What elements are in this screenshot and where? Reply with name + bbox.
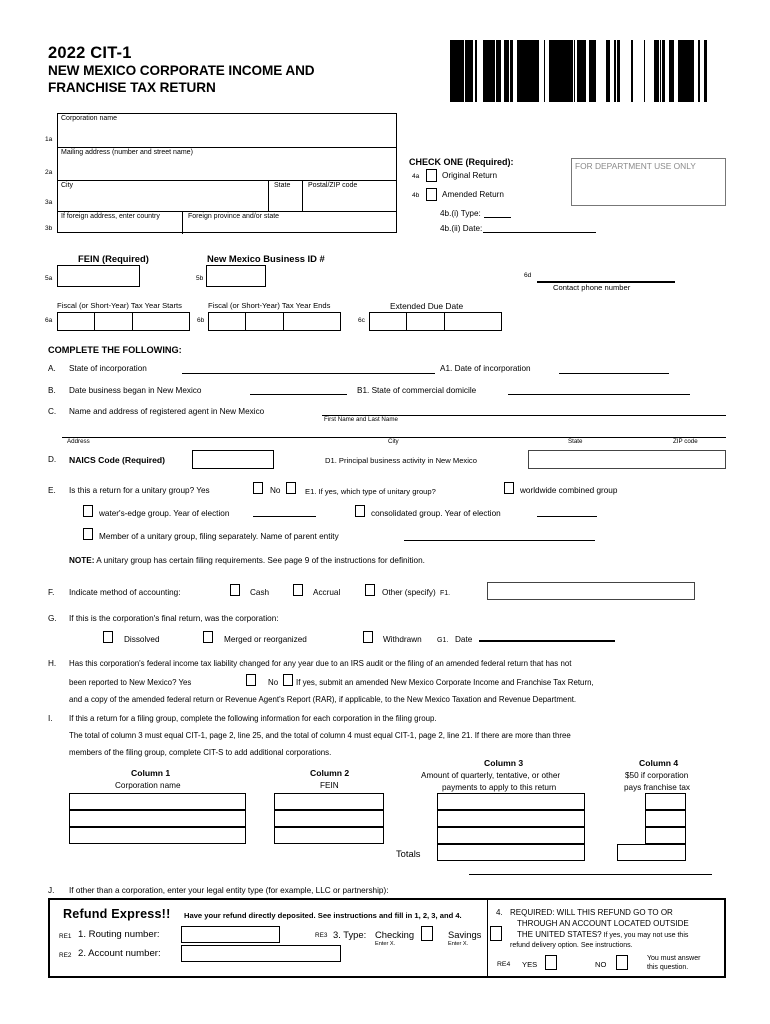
accounting-other-checkbox[interactable] bbox=[365, 584, 375, 596]
refund-question-line1: REQUIRED: WILL THIS REFUND GO TO OR bbox=[510, 908, 673, 917]
corporation-name-label: Corporation name bbox=[61, 115, 118, 122]
zip-label: Postal/ZIP code bbox=[308, 182, 358, 189]
waters-edge-checkbox[interactable] bbox=[83, 505, 93, 517]
column-4-title: Column 4 bbox=[639, 758, 679, 768]
table-row[interactable] bbox=[437, 827, 585, 844]
table-row[interactable] bbox=[274, 810, 384, 827]
table-row[interactable] bbox=[69, 827, 246, 844]
routing-number-label: 1. Routing number: bbox=[78, 929, 160, 940]
refund-instructions: Have your refund directly deposited. See instructions and fill in 1, 2, 3, and 4. bbox=[184, 911, 462, 920]
column-3-total-cell[interactable] bbox=[437, 844, 585, 861]
refund-outside-us-yes-checkbox[interactable] bbox=[545, 955, 557, 970]
unitary-no-checkbox[interactable] bbox=[286, 482, 296, 494]
accounting-accrual-checkbox[interactable] bbox=[293, 584, 303, 596]
withdrawn-label: Withdrawn bbox=[383, 635, 422, 644]
amended-date-label: 4b.(ii) Date: bbox=[440, 224, 483, 233]
merged-checkbox[interactable] bbox=[203, 631, 213, 643]
section-j-divider bbox=[469, 874, 712, 875]
original-return-checkbox[interactable] bbox=[426, 169, 437, 182]
consolidated-year-input[interactable] bbox=[537, 516, 597, 517]
fein-label: FEIN (Required) bbox=[78, 253, 149, 264]
section-g-letter: G. bbox=[48, 614, 57, 623]
row-num-6a: 6a bbox=[45, 317, 53, 324]
routing-number-input[interactable] bbox=[181, 926, 280, 943]
tax-year-start-label: Fiscal (or Short-Year) Tax Year Starts bbox=[57, 301, 182, 310]
section-d-letter: D. bbox=[48, 455, 57, 464]
amended-date-input[interactable] bbox=[483, 232, 596, 233]
refund-express-panel bbox=[48, 898, 726, 978]
section-f-letter: F. bbox=[48, 588, 55, 597]
checking-checkbox[interactable] bbox=[421, 926, 433, 941]
waters-edge-label: water's-edge group. Year of election bbox=[99, 509, 230, 518]
state-label: State bbox=[274, 182, 291, 189]
naics-code-label: NAICS Code (Required) bbox=[69, 455, 165, 465]
fein-input[interactable] bbox=[57, 265, 140, 287]
unitary-note bbox=[69, 556, 425, 565]
consolidated-label: consolidated group. Year of election bbox=[371, 509, 501, 518]
row-num-1a: 1a bbox=[45, 136, 53, 143]
foreign-country-label: If foreign address, enter country bbox=[61, 213, 160, 220]
extended-due-date-label: Extended Due Date bbox=[390, 301, 464, 311]
agent-state-sublabel: State bbox=[568, 438, 583, 445]
form-header bbox=[48, 44, 315, 97]
federal-change-yes-checkbox[interactable] bbox=[246, 674, 256, 686]
naics-code-input[interactable] bbox=[192, 450, 274, 469]
section-e-letter: E. bbox=[48, 486, 56, 495]
taxpayer-address-block bbox=[57, 113, 397, 233]
section-a-letter: A. bbox=[48, 364, 56, 373]
amended-type-input[interactable] bbox=[484, 217, 511, 218]
section-b1-label: B1. State of commercial domicile bbox=[357, 386, 477, 395]
foreign-province-label: Foreign province and/or state bbox=[188, 213, 280, 220]
note-text: A unitary group has certain filing requirements. See page 9 of the instructions for definition. bbox=[94, 556, 425, 565]
date-of-incorporation-input[interactable] bbox=[559, 373, 669, 374]
accounting-cash-checkbox[interactable] bbox=[230, 584, 240, 596]
column-3-subtitle2: payments to apply to this return bbox=[442, 783, 557, 792]
form-subtitle-line1: NEW MEXICO CORPORATE INCOME AND bbox=[48, 63, 315, 79]
agent-zip-sublabel: ZIP code bbox=[673, 438, 698, 445]
section-e1-label: E1. If yes, which type of unitary group? bbox=[305, 487, 436, 496]
unitary-yes-checkbox[interactable] bbox=[253, 482, 263, 494]
savings-checkbox[interactable] bbox=[490, 926, 502, 941]
amended-type-label: 4b.(i) Type: bbox=[440, 209, 481, 218]
checking-label: Checking bbox=[375, 929, 415, 940]
totals-label: Totals bbox=[396, 848, 421, 859]
row-mailing-address[interactable] bbox=[58, 148, 396, 181]
column-2-title: Column 2 bbox=[310, 768, 350, 778]
member-unitary-label: Member of a unitary group, filing separately. Name of parent entity bbox=[99, 532, 339, 541]
row-num-3a: 3a bbox=[45, 199, 53, 206]
section-b-label: Date business began in New Mexico bbox=[69, 386, 202, 395]
refund-num-re1: RE1 bbox=[59, 933, 72, 940]
extended-due-date-input[interactable] bbox=[369, 312, 502, 331]
account-number-label: 2. Account number: bbox=[78, 948, 161, 959]
dissolved-checkbox[interactable] bbox=[103, 631, 113, 643]
refund-num-re2: RE2 bbox=[59, 952, 72, 959]
department-use-only-box bbox=[571, 158, 726, 206]
section-f-label: Indicate method of accounting: bbox=[69, 588, 181, 597]
row-num-6d: 6d bbox=[524, 272, 532, 279]
nm-business-id-label: New Mexico Business ID # bbox=[207, 253, 325, 264]
refund-question-line3a: THE UNITED STATES? bbox=[517, 930, 602, 939]
section-h-no-label: No bbox=[268, 678, 279, 687]
state-of-incorporation-input[interactable] bbox=[182, 373, 435, 374]
consolidated-checkbox[interactable] bbox=[355, 505, 365, 517]
table-row[interactable] bbox=[645, 793, 686, 810]
section-h-line3: and a copy of the amended federal return or Revenue Agent's Report (RAR), if applicable, to the New Mexico Taxation and Revenue Department. bbox=[69, 695, 577, 704]
merged-label: Merged or reorganized bbox=[224, 635, 307, 644]
table-row[interactable] bbox=[274, 827, 384, 844]
refund-question-line3 bbox=[517, 930, 688, 939]
row-corporation-name[interactable] bbox=[58, 114, 396, 148]
refund-yes-label: YES bbox=[522, 960, 538, 969]
accounting-cash-label: Cash bbox=[250, 588, 270, 597]
section-i-line2: The total of column 3 must equal CIT-1, page 2, line 25, and the total of column 4 must equal CIT-1, page 2, line 21. If there are more than three bbox=[69, 731, 571, 740]
account-number-input[interactable] bbox=[181, 945, 341, 962]
row-num-5a: 5a bbox=[45, 275, 53, 282]
agent-name-sublabel: First Name and Last Name bbox=[324, 416, 398, 423]
savings-label: Savings bbox=[448, 929, 482, 940]
commercial-domicile-input[interactable] bbox=[508, 394, 690, 395]
page-title: 2022 CIT-1 bbox=[48, 44, 132, 62]
refund-question-line2: THROUGH AN ACCOUNT LOCATED OUTSIDE bbox=[517, 919, 689, 928]
refund-question-num: 4. bbox=[496, 908, 503, 917]
section-d1-label: D1. Principal business activity in New Mexico bbox=[325, 456, 477, 465]
section-j-letter: J. bbox=[48, 886, 55, 895]
final-return-date-label: Date bbox=[455, 635, 473, 644]
section-a-label: State of incorporation bbox=[69, 364, 147, 373]
column-3-title: Column 3 bbox=[484, 758, 524, 768]
date-business-began-input[interactable] bbox=[250, 394, 347, 395]
section-b-letter: B. bbox=[48, 386, 56, 395]
row-num-6b: 6b bbox=[197, 317, 205, 324]
section-i-line1: If this a return for a filing group, complete the following information for each corporation in the filing group. bbox=[69, 714, 437, 723]
check-num-4a: 4a bbox=[412, 173, 420, 180]
must-answer-line1: You must answer bbox=[647, 955, 701, 962]
section-h-line1: Has this corporation's federal income tax liability changed for any year due to an IRS audit or the filing of an amended federal return that has not bbox=[69, 659, 572, 668]
complete-heading: COMPLETE THE FOLLOWING: bbox=[48, 345, 182, 355]
table-row[interactable] bbox=[437, 810, 585, 827]
section-g1-num: G1. bbox=[437, 637, 449, 644]
agent-city-sublabel: City bbox=[388, 438, 399, 445]
accounting-other-label: Other (specify) bbox=[382, 588, 436, 597]
form-barcode bbox=[450, 40, 715, 102]
section-c-letter: C. bbox=[48, 407, 57, 416]
must-answer-line2: this question. bbox=[647, 964, 689, 971]
worldwide-combined-label: worldwide combined group bbox=[520, 486, 618, 495]
column-1-title: Column 1 bbox=[131, 768, 171, 778]
waters-edge-year-input[interactable] bbox=[253, 516, 316, 517]
savings-enter-x-hint: Enter X. bbox=[448, 941, 469, 947]
section-c-label: Name and address of registered agent in New Mexico bbox=[69, 407, 265, 416]
row-city-state-zip[interactable] bbox=[58, 181, 396, 212]
row-num-5b: 5b bbox=[196, 275, 204, 282]
nm-business-id-input[interactable] bbox=[206, 265, 266, 287]
unitary-no-label: No bbox=[270, 486, 281, 495]
column-3-subtitle1: Amount of quarterly, tentative, or other bbox=[421, 771, 561, 780]
city-label: City bbox=[61, 182, 74, 189]
parent-entity-input[interactable] bbox=[404, 540, 595, 541]
final-return-date-input[interactable] bbox=[479, 640, 615, 642]
member-unitary-checkbox[interactable] bbox=[83, 528, 93, 540]
accounting-other-input[interactable] bbox=[487, 582, 695, 600]
section-j-label: If other than a corporation, enter your legal entity type (for example, LLC or partnership): bbox=[69, 886, 389, 895]
table-row[interactable] bbox=[645, 827, 686, 844]
contact-phone-label: Contact phone number bbox=[553, 283, 631, 292]
check-one-heading: CHECK ONE (Required): bbox=[409, 157, 514, 167]
checking-enter-x-hint: Enter X. bbox=[375, 941, 396, 947]
section-i-line3: members of the filing group, complete CIT-S to add additional corporations. bbox=[69, 748, 332, 757]
column-1-subtitle: Corporation name bbox=[115, 781, 181, 790]
table-row[interactable] bbox=[437, 793, 585, 810]
dissolved-label: Dissolved bbox=[124, 635, 160, 644]
section-a1-label: A1. Date of incorporation bbox=[440, 364, 531, 373]
section-h-line2a: been reported to New Mexico? Yes bbox=[69, 678, 192, 687]
worldwide-combined-checkbox[interactable] bbox=[504, 482, 514, 494]
amended-return-label: Amended Return bbox=[442, 190, 504, 199]
refund-question-line4: refund delivery option. See instructions. bbox=[510, 942, 633, 949]
section-i-letter: I. bbox=[48, 714, 53, 723]
column-4-total-cell[interactable] bbox=[617, 844, 686, 861]
account-type-label: 3. Type: bbox=[333, 929, 367, 940]
section-h-letter: H. bbox=[48, 659, 57, 668]
row-num-6c: 6c bbox=[358, 317, 365, 324]
table-row[interactable] bbox=[645, 810, 686, 827]
refund-outside-us-no-checkbox[interactable] bbox=[616, 955, 628, 970]
section-e-label: Is this a return for a unitary group? Yes bbox=[69, 486, 210, 495]
refund-num-re3: RE3 bbox=[315, 932, 328, 939]
section-g-label: If this is the corporation's final return, was the corporation: bbox=[69, 614, 279, 623]
section-h-line2c: If yes, submit an amended New Mexico Corporate Income and Franchise Tax Return, bbox=[296, 678, 594, 687]
tax-year-end-label: Fiscal (or Short-Year) Tax Year Ends bbox=[208, 301, 331, 310]
check-num-4b: 4b bbox=[412, 192, 420, 199]
tax-year-end-input[interactable] bbox=[208, 312, 341, 331]
agent-address-sublabel: Address bbox=[67, 438, 90, 445]
refund-num-re4: RE4 bbox=[497, 961, 511, 968]
federal-change-no-checkbox[interactable] bbox=[283, 674, 293, 686]
tax-year-start-input[interactable] bbox=[57, 312, 190, 331]
accounting-accrual-label: Accrual bbox=[313, 588, 341, 597]
table-row[interactable] bbox=[69, 810, 246, 827]
column-4-subtitle2: pays franchise tax bbox=[624, 783, 690, 792]
original-return-label: Original Return bbox=[442, 171, 498, 180]
refund-no-label: NO bbox=[595, 960, 607, 969]
note-bold: NOTE: bbox=[69, 556, 95, 565]
row-num-2a: 2a bbox=[45, 169, 53, 176]
row-foreign-address[interactable] bbox=[58, 212, 396, 234]
table-row[interactable] bbox=[274, 793, 384, 810]
department-use-only-label: FOR DEPARTMENT USE ONLY bbox=[575, 161, 696, 171]
principal-activity-input[interactable] bbox=[528, 450, 726, 469]
form-subtitle-line2: FRANCHISE TAX RETURN bbox=[48, 80, 216, 96]
refund-question-line3b: If yes, you may not use this bbox=[601, 932, 689, 939]
refund-express-title: Refund Express!! bbox=[63, 907, 171, 921]
section-f1-num: F1. bbox=[440, 590, 451, 597]
mailing-address-label: Mailing address (number and street name) bbox=[61, 149, 193, 156]
amended-return-checkbox[interactable] bbox=[426, 188, 437, 201]
column-4-subtitle1: $50 if corporation bbox=[625, 771, 689, 780]
withdrawn-checkbox[interactable] bbox=[363, 631, 373, 643]
table-row[interactable] bbox=[69, 793, 246, 810]
column-2-subtitle: FEIN bbox=[320, 781, 339, 790]
row-num-3b: 3b bbox=[45, 225, 53, 232]
